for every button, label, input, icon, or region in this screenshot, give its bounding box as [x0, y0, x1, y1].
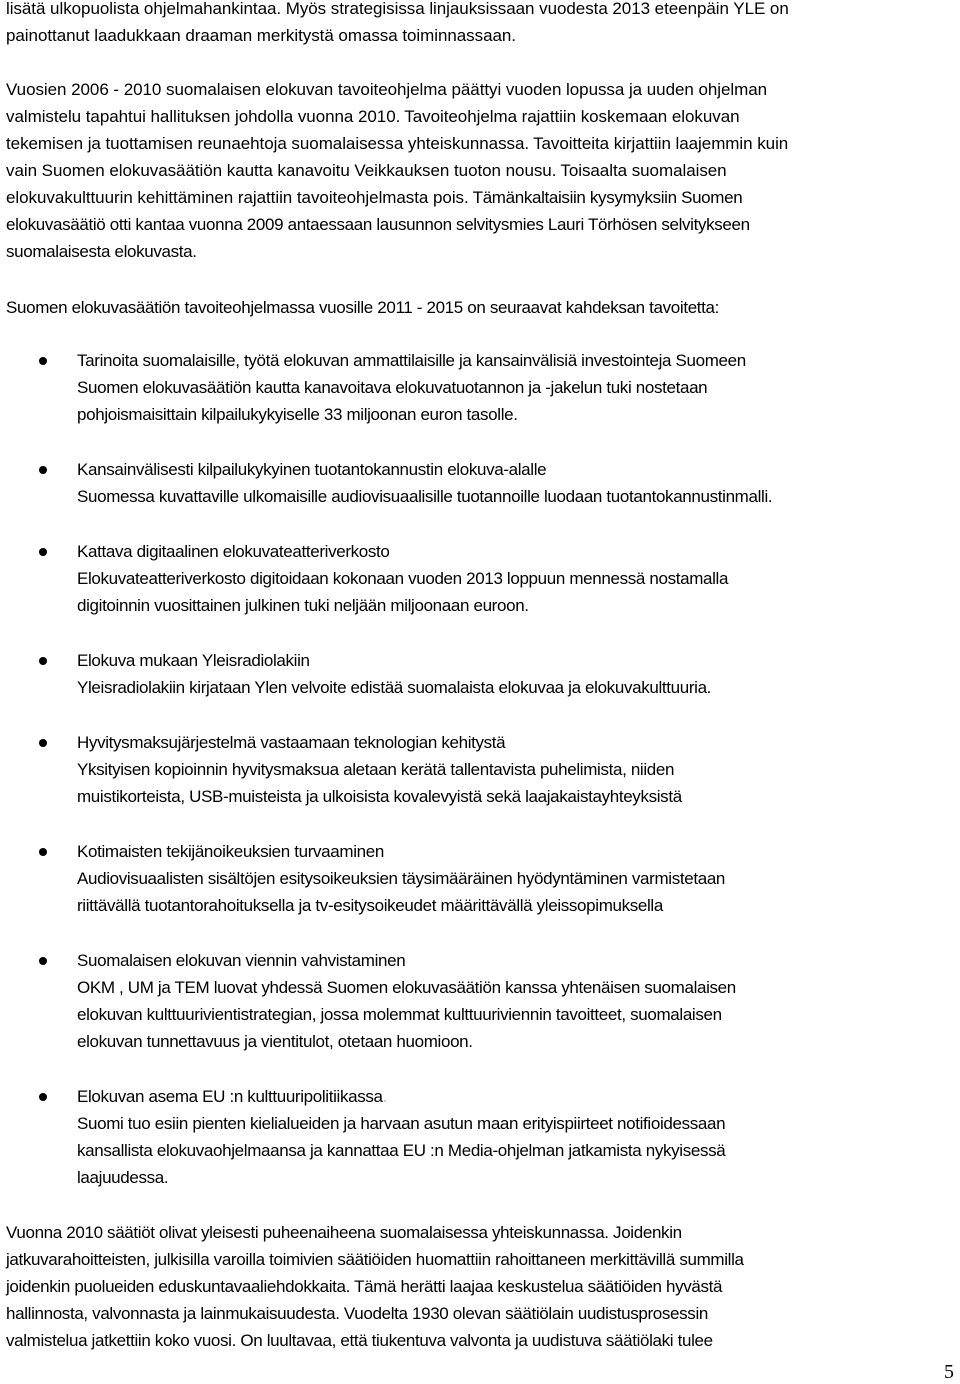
text-line: lisätä ulkopuolista ohjelmahankintaa. Myös strategisissa linjauksissaan vuodesta 2013 eteenpäin YLE on — [6, 0, 789, 18]
text-segment: Tavoiteohjelma rajattiin koskemaan elokuvan — [404, 107, 740, 126]
paragraph-yle — [6, 0, 956, 49]
text-line: jatkuvarahoitteisten, julkisilla varoilla toimivien säätiöiden huomattiin rahoittaneen merkittävillä summilla — [6, 1250, 744, 1269]
goal-text: pohjoismaisittain kilpailukykyiselle 33 miljoonan euron tasolle. — [77, 405, 518, 424]
goal-text: Elokuvateatteriverkosto digitoidaan kokonaan vuoden 2013 loppuun mennessä nostamalla — [77, 569, 729, 588]
text-segment: Tämänkaltaisiin kysymyksiin Suomen — [472, 188, 743, 207]
goal-text: OKM , UM ja TEM luovat yhdessä Suomen elokuvasäätiön kanssa yhtenäisen suomalaisen — [77, 978, 736, 997]
goal-text: kansallista elokuvaohjelmaansa ja kannattaa EU :n Media-ohjelman jatkamista nykyisessä — [77, 1141, 726, 1160]
goal-title-line — [77, 1083, 957, 1110]
goal-title-period: . — [382, 1087, 387, 1106]
goal-title: Kattava digitaalinen elokuvateatteriverkosto — [77, 542, 390, 561]
text-line: painottanut laadukkaan draaman merkitystä omassa toiminnassaan. — [6, 26, 516, 45]
goal-title: Hyvitysmaksujärjestelmä vastaamaan teknologian kehitystä — [77, 733, 506, 752]
text-line: valmistelua jatkettiin koko vuosi. On luultavaa, että tiukentuva valvonta ja uudistuva säätiölaki tulee — [6, 1331, 713, 1350]
goal-title: Tarinoita suomalaisille, työtä elokuvan ammattilaisille ja kansainvälisiä investointeja Suomeen — [77, 351, 746, 370]
text-segment: valmistelu tapahtui hallituksen johdolla vuonna 2010. — [6, 107, 401, 126]
text-segment: Toisaalta suomalaisen — [560, 161, 727, 180]
goal-title: Suomalaisen elokuvan viennin vahvistaminen — [77, 951, 406, 970]
bullet-icon — [39, 357, 47, 365]
bullet-icon — [39, 739, 47, 747]
goal-text: Suomi tuo esiin pienten kielialueiden ja harvaan asutun maan erityispiirteet notifioidessaan — [77, 1114, 726, 1133]
paragraph-foundations — [6, 1219, 956, 1354]
goal-title: Kansainvälisesti kilpailukykyinen tuotantokannustin elokuva-alalle — [77, 460, 547, 479]
text-segment: elokuvakulttuurin kehittäminen rajattiin tavoiteohjelmasta pois. — [6, 188, 469, 207]
goal-text: elokuvan kulttuurivientistrategian, jossa molemmat kulttuuriviennin tavoitteet, suomalaisen — [77, 1005, 722, 1024]
bullet-icon — [39, 466, 47, 474]
bullet-icon — [39, 957, 47, 965]
goal-text: elokuvan tunnettavuus ja vientitulot, otetaan huomioon. — [77, 1032, 473, 1051]
text-line: Vuonna 2010 säätiöt olivat yleisesti puheenaiheena suomalaisessa yhteiskunnassa. Joidenkin — [6, 1223, 682, 1242]
goal-text: Yksityisen kopioinnin hyvitysmaksua aletaan kerätä tallentavista puhelimista, niiden — [77, 760, 675, 779]
bullet-icon — [39, 657, 47, 665]
text-line: elokuvasäätiö otti kantaa vuonna 2009 antaessaan lausunnon selvitysmies Lauri Törhösen selvitykseen — [6, 215, 750, 234]
page-number: 5 — [944, 1361, 954, 1383]
text-line: Suomen elokuvasäätiön tavoiteohjelmassa vuosille 2011 - 2015 on seuraavat kahdeksan tavoitetta: — [6, 298, 720, 317]
text-segment: Tavoitteita kirjattiin laajemmin kuin — [533, 134, 789, 153]
paragraph-program — [6, 76, 956, 265]
goal-text: riittävällä tuotantorahoituksella ja tv-esitysoikeudet määrittävällä yleissopimuksella — [77, 896, 663, 915]
text-line: suomalaisesta elokuvasta. — [6, 242, 197, 261]
bullet-icon — [39, 1093, 47, 1101]
text-line: Vuosien 2006 - 2010 suomalaisen elokuvan tavoiteohjelma päättyi vuoden lopussa ja uuden ohjelman — [6, 80, 768, 99]
goal-title: Kotimaisten tekijänoikeuksien turvaaminen — [77, 842, 384, 861]
goals-intro — [6, 294, 956, 321]
text-segment: tekemisen ja tuottamisen reunaehtoja suomalaisessa yhteiskunnassa. — [6, 134, 530, 153]
bullet-icon — [39, 548, 47, 556]
bullet-icon — [39, 848, 47, 856]
text-segment: vain Suomen elokuvasäätiön kautta kanavoitu Veikkauksen tuoton nousu. — [6, 161, 557, 180]
goal-text: Suomessa kuvattaville ulkomaisille audiovisuaalisille tuotannoille luodaan tuotantokannustinmalli. — [77, 487, 773, 506]
goal-text: Audiovisuaalisten sisältöjen esitysoikeuksien täysimääräinen hyödyntäminen varmistetaan — [77, 869, 726, 888]
goal-text: Suomen elokuvasäätiön kautta kanavoitava elokuvatuotannon ja -jakelun tuki nostetaan — [77, 378, 708, 397]
goal-text: muistikorteista, USB-muisteista ja ulkoisista kovalevyistä sekä laajakaistayhteyksistä — [77, 787, 682, 806]
text-line: joidenkin puolueiden eduskuntavaaliehdokkaita. Tämä herätti laajaa keskustelua säätiöiden hyvästä — [6, 1277, 723, 1296]
goal-text: digitoinnin vuosittainen julkinen tuki neljään miljoonaan euroon. — [77, 596, 529, 615]
goal-text: Yleisradiolakiin kirjataan Ylen velvoite edistää suomalaista elokuvaa ja elokuvakulttuuria. — [77, 678, 712, 697]
text-line: hallinnosta, valvonnasta ja lainmukaisuudesta. Vuodelta 1930 olevan säätiölain uudistusprosessin — [6, 1304, 708, 1323]
goal-title: Elokuvan asema EU :n kulttuuripolitiikassa — [77, 1087, 383, 1106]
goal-title: Elokuva mukaan Yleisradiolakiin — [77, 651, 310, 670]
goal-text: laajuudessa. — [77, 1168, 169, 1187]
